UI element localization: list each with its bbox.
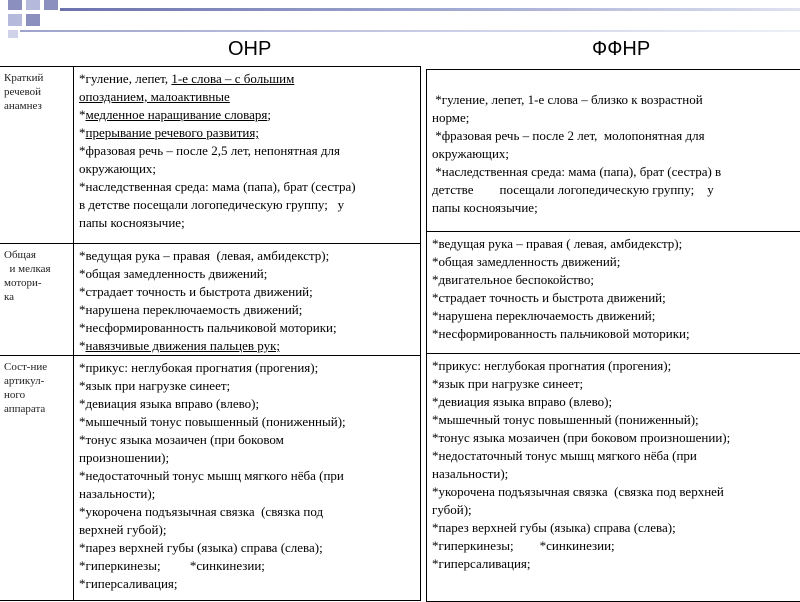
content-line <box>79 557 416 575</box>
content-line: *общая замедленность движений; <box>432 254 621 269</box>
content-line: *прикус: неглубокая прогнатия (прогения); <box>432 358 672 373</box>
underlined-text: опозданием, малоактивные <box>79 89 230 104</box>
header-band <box>60 8 800 11</box>
content-line <box>79 265 416 283</box>
content-line <box>432 73 797 91</box>
line-text: *страдает точность и быстрота движений; <box>79 284 313 299</box>
line-text: *мышечный тонус повышенный (пониженный); <box>79 414 346 429</box>
row-content <box>75 244 420 356</box>
content-line <box>79 160 416 178</box>
content-line: *ведущая рука – правая ( левая, амбидекстр); <box>432 236 683 251</box>
row-label <box>0 356 74 601</box>
row-articulation <box>0 355 420 601</box>
content-line <box>79 395 416 413</box>
onr-table <box>0 66 421 601</box>
row-label-line: ка <box>4 291 15 303</box>
content-line: *тонус языка мозаичен (при боковом произношении); <box>432 430 731 445</box>
row-label-line: Сост-ние <box>4 361 48 373</box>
line-text: *прикус: неглубокая прогнатия (прогения); <box>79 360 319 375</box>
content-line: *недостаточный тонус мышц мягкого нёба (при <box>432 448 697 463</box>
row-label-line: и мелкая <box>4 263 51 275</box>
line-text: *ведущая рука – правая (левая, амбидекстр); <box>79 248 330 263</box>
content-line <box>79 337 416 355</box>
row-motor-skills <box>0 243 420 356</box>
line-text: *гиперсаливация; <box>79 576 178 591</box>
row-label <box>0 67 74 243</box>
cell-motor-skills <box>427 231 800 353</box>
line-text: *несформированность пальчиковой моторики; <box>79 320 337 335</box>
content-line <box>79 539 416 557</box>
row-label-line: анамнез <box>4 100 42 112</box>
column-title-ffnr: ФФНР <box>592 38 651 60</box>
line-text: *гиперкинезы; *синкинезии; <box>79 558 265 573</box>
row-content <box>75 67 420 243</box>
cell-speech-history <box>427 70 800 231</box>
row-label-line: речевой <box>4 86 42 98</box>
line-text: произношении); <box>79 450 170 465</box>
content-line: *двигательное беспокойство; <box>432 272 594 287</box>
content-line: *наследственная среда: мама (папа), брат (сестра) в <box>432 164 722 179</box>
line-text: *парез верхней губы (языка) справа (слева); <box>79 540 323 555</box>
content-line <box>79 359 416 377</box>
line-text: папы косноязычие; <box>79 215 185 230</box>
line-text: *нарушена переключаемость движений; <box>79 302 303 317</box>
underlined-text: медленное наращивание словаря <box>85 107 268 122</box>
content-line <box>79 88 416 106</box>
line-text: *язык при нагрузке синеет; <box>79 378 231 393</box>
line-tail: ; <box>267 107 272 122</box>
content-line: *гуление, лепет, 1-е слова – близко к возрастной <box>432 92 703 107</box>
content-line: *парез верхней губы (языка) справа (слева); <box>432 520 676 535</box>
row-label-line: Краткий <box>4 72 44 84</box>
line-text: *фразовая речь – после 2,5 лет, непонятная для <box>79 143 340 158</box>
content-line <box>79 178 416 196</box>
content-line: *фразовая речь – после 2 лет, молопонятная для <box>432 128 705 143</box>
line-text: верхней губой); <box>79 522 167 537</box>
line-text: *укорочена подъязычная связка (связка под <box>79 504 324 519</box>
row-label-line: мотори- <box>4 277 42 289</box>
content-line: детстве посещали логопедическую группу; у <box>432 182 714 197</box>
row-speech-history <box>0 67 420 243</box>
line-text: * <box>79 338 86 353</box>
row-label-line: аппарата <box>4 403 46 415</box>
content-line <box>79 124 416 142</box>
line-text: * <box>79 125 86 140</box>
content-line <box>79 449 416 467</box>
content-line <box>79 413 416 431</box>
line-text: назальности); <box>79 486 156 501</box>
content-line <box>79 301 416 319</box>
content-line: губой); <box>432 502 472 517</box>
content-line <box>79 575 416 593</box>
line-text: в детстве посещали логопедическую группу; у <box>79 197 345 212</box>
row-label-line: ного <box>4 389 26 401</box>
content-line <box>79 196 416 214</box>
content-line <box>79 377 416 395</box>
content-line: *язык при нагрузке синеет; <box>432 376 584 391</box>
content-line <box>79 521 416 539</box>
content-line <box>79 70 416 88</box>
line-text: *девиация языка вправо (влево); <box>79 396 260 411</box>
content-line <box>79 431 416 449</box>
decorative-squares <box>0 0 60 40</box>
content-line: *гиперкинезы; *синкинезии; <box>432 538 615 553</box>
content-line: *несформированность пальчиковой моторики; <box>432 326 690 341</box>
column-title-onr: ОНР <box>228 38 272 60</box>
content-line <box>79 503 416 521</box>
content-line: окружающих; <box>432 146 510 161</box>
cell-articulation <box>427 353 800 601</box>
content-line: *нарушена переключаемость движений; <box>432 308 656 323</box>
content-line <box>79 467 416 485</box>
content-line <box>79 319 416 337</box>
row-label <box>0 244 74 356</box>
content-line <box>79 283 416 301</box>
content-line: *укорочена подъязычная связка (связка под верхней <box>432 484 724 499</box>
content-line: *девиация языка вправо (влево); <box>432 394 613 409</box>
content-line <box>79 485 416 503</box>
content-line: норме; <box>432 110 470 125</box>
line-text: *наследственная среда: мама (папа), брат (сестра) <box>79 179 356 194</box>
content-line: папы косноязычие; <box>432 200 538 215</box>
underlined-text: прерывание речевого развития; <box>85 125 259 140</box>
header-band-secondary <box>20 30 800 32</box>
content-line: *страдает точность и быстрота движений; <box>432 290 666 305</box>
underlined-text: 1-е слова – с большим <box>171 71 295 86</box>
content-line: назальности); <box>432 466 509 481</box>
line-text: * <box>79 107 86 122</box>
row-content <box>75 356 420 601</box>
row-label-line: Общая <box>4 249 36 261</box>
content-line <box>79 247 416 265</box>
content-line: *мышечный тонус повышенный (пониженный); <box>432 412 699 427</box>
line-text: *общая замедленность движений; <box>79 266 268 281</box>
content-line: *гиперсаливация; <box>432 556 531 571</box>
row-label-line: артикул- <box>4 375 45 387</box>
ffnr-table <box>426 69 800 602</box>
content-line <box>79 214 416 232</box>
content-line <box>79 106 416 124</box>
line-text: *гуление, лепет, <box>79 71 172 86</box>
underlined-text: навязчивые движения пальцев рук; <box>85 338 280 353</box>
line-text: окружающих; <box>79 161 157 176</box>
line-text: *недостаточный тонус мышц мягкого нёба (при <box>79 468 344 483</box>
line-text: *тонус языка мозаичен (при боковом <box>79 432 284 447</box>
content-line <box>79 142 416 160</box>
